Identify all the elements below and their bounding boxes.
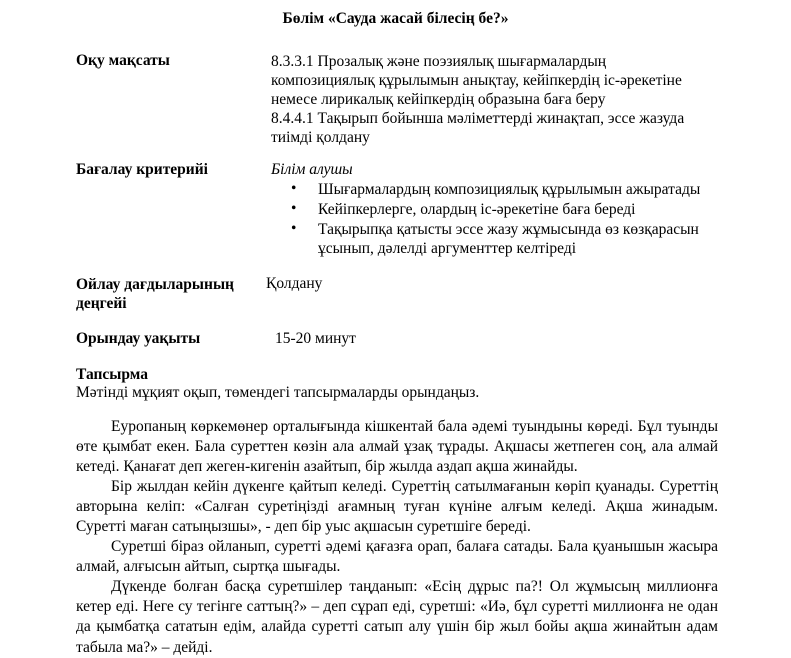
thinking-label-line: Ойлау дағдыларының [76, 276, 234, 293]
bullet-icon: • [291, 180, 297, 197]
criteria-bullet-line: Кейіпкерлерге, олардың іс-әрекетіне баға береді [318, 201, 636, 218]
section-title: Бөлім «Сауда жасай білесің бе?» [282, 10, 509, 27]
thinking-label-line: деңгейі [76, 295, 127, 312]
objective-line: немесе лирикалық кейіпкердің образына баға беру [271, 91, 606, 108]
criteria-bullet [318, 220, 699, 258]
criteria-bullet-line: Тақырыпқа қатысты эссе жазу жұмысында өз көзқарасын [318, 221, 699, 238]
objective-line: композициялық құрылымын анықтау, кейіпкердің іс-әрекетіне [271, 72, 682, 89]
criteria-bullet [318, 200, 636, 219]
task-heading: Тапсырма [76, 366, 148, 383]
task-instruction: Мәтінді мұқият оқып, төмендегі тапсырмаларды орындаңыз. [76, 384, 480, 401]
thinking-value: Қолдану [266, 275, 323, 292]
criteria-bullet-line: Шығармалардың композициялық құрылымын ажыратады [318, 181, 701, 198]
objective-line: тиімді қолдану [271, 129, 370, 146]
criteria-label: Бағалау критерийі [76, 161, 208, 178]
objective-value [271, 52, 684, 147]
objective-label: Оқу мақсаты [76, 52, 170, 69]
criteria-bullet-line: ұсынып, дәлелді аргументтер келтіреді [318, 240, 577, 257]
bullet-icon: • [291, 200, 297, 217]
story-paragraph: Дүкенде болған басқа суретшілер таңданып: «Есің дұрыс па?! Ол жұмысың миллионға кетер еді. Неге су тегінге саттың?» – деп сұрап еді, суретші: «Иә, бұл суретті миллионға не одан да қымбатқа сататын едім, алайда суретті сатып алу үшін бір жыл бойы ақша жинайтын адам табыла ма?» – дейді. [76, 578, 718, 656]
bullet-icon: • [291, 220, 297, 237]
time-value: 15-20 минут [275, 330, 356, 347]
story-paragraph: Еуропаның көркемөнер орталығында кішкентай бала әдемі туындыны көреді. Бұл туынды өте қымбат екен. Бала суреттен көзін ала алмай ұзақ тұрады. Ақшасы жетпеген соң, ала алмай кетеді. Қанағат деп жеген-кигенін азайтып, бір жылда аздап ақша жинайды. [76, 418, 718, 476]
objective-line: 8.3.3.1 Прозалық және поэзиялық шығармалардың [271, 53, 607, 70]
time-label: Орындау уақыты [76, 330, 201, 347]
criteria-intro: Білім алушы [271, 161, 353, 178]
thinking-label [76, 275, 234, 313]
story-paragraph: Бір жылдан кейін дүкенге қайтып келеді. Суреттің сатылмағанын көріп қуанады. Суреттің авторына келіп: «Салған суретіңізді ағамның туған күніне алғым келеді. Ақша жинадым. Суретті маған сатыңызшы», - деп бір уыс ақшасын суретшіге береді. [76, 478, 718, 536]
criteria-bullet [318, 180, 700, 199]
objective-line: 8.4.4.1 Тақырып бойынша мәліметтерді жинақтап, эссе жазуда [271, 110, 685, 127]
story-paragraph: Суретші біраз ойланып, суретті әдемі қағазға орап, балаға сатады. Бала қуанышын жасыра алмай, алғысын айтып, сыртқа шығады. [76, 538, 718, 576]
